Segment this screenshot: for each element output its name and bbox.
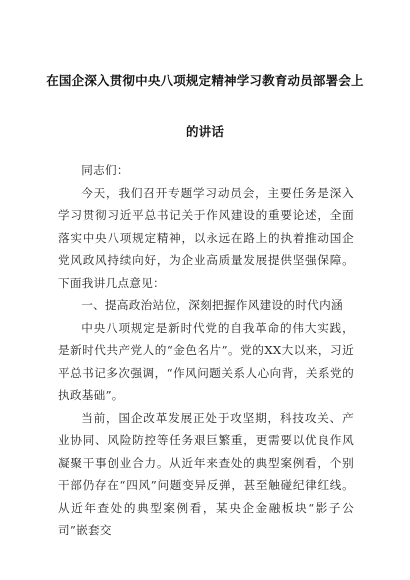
section-heading: 一、提高政治站位，深刻把握作风建设的时代内涵 [81, 298, 343, 312]
paragraph-body-2: 当前，国企改革发展正处于攻坚期，科技攻关、产业协同、风险防控等任务艰巨繁重，更需要以优良作风凝聚干事创业合力。从近年来查处的典型案例看，个别干部仍存在“四风”问题变异反弹，甚至触碰纪律红线。从近年查处的典型案例看，某央企金融板块“影子公司”嵌套交 [58, 410, 354, 537]
document-body [58, 159, 354, 542]
paragraph-intro: 今天，我们召开专题学习动员会，主要任务是深入学习贯彻习近平总书记关于作风建设的重要论述，全面落实中央八项规定精神，以永远在路上的执着推动国企党风政风持续向好，为企业高质量发展提供坚强保障。下面我讲几点意见： [58, 185, 354, 290]
document-title-line-2: 的讲话 [185, 124, 225, 139]
document-title-line-1: 在国企深入贯彻中央八项规定精神学习教育动员部署会上 [46, 73, 364, 88]
salutation: 同志们： [81, 163, 129, 177]
paragraph-body-1: 中央八项规定是新时代党的自我革命的伟大实践，是新时代共产党人的“金色名片”。党的XX大以来，习近平总书记多次强调，“作风问题关系人心向背，关系党的执政基础”。 [58, 320, 354, 402]
